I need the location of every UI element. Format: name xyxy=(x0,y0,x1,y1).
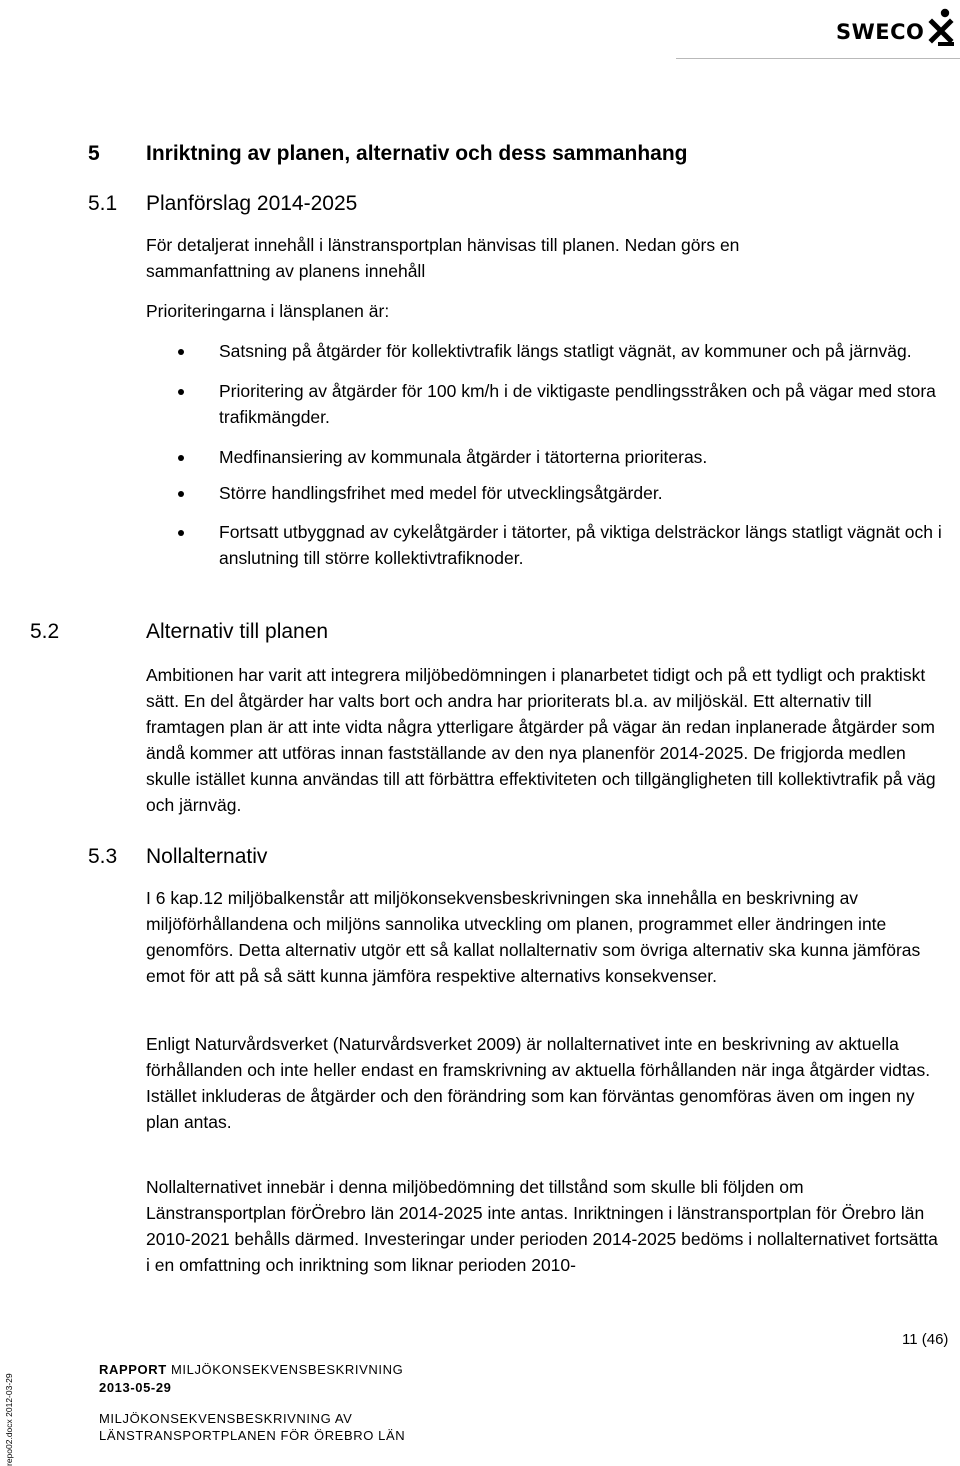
list-item-text: Medfinansiering av kommunala åtgärder i tätorterna prioriteras. xyxy=(219,447,708,467)
priorities-list xyxy=(178,338,948,571)
heading-number: 5.2 xyxy=(30,620,60,643)
template-code: repo02.docx 2012-03-29 xyxy=(4,1373,14,1466)
section-5-2-body: Ambitionen har varit att integrera miljöbedömningen i planarbetet tidigt och på ett tydligt och praktiskt sätt. En del åtgärder har valts bort och andra har prioriterats bl.a. av miljöskäl. Ett alternativ till framtagen plan är att inte vidta några ytterligare åtgärder på vägar än redan inplanerade åtgärder som ändå kommer att utföras innan fastställande av den nya planenför 2014-2025. De frigjorda medlen skulle istället kunna användas till att förbättra effektiviteten och tillgängligheten till kollektivtrafik på väg och järnväg. xyxy=(146,665,936,815)
list-item xyxy=(178,338,948,364)
footer-report-type: MILJÖKONSEKVENSBESKRIVNING xyxy=(170,1362,404,1377)
section-5-3-para-3: Nollalternativet innebär i denna miljöbedömning det tillstånd som skulle bli följden om Länstransportplan förÖrebro län 2014-2025 inte antas. Inriktningen i länstransportplan för Örebro län 2010-2021 behålls därmed. Investeringar under perioden 2014-2025 bedöms i nollalternativet fortsätta i en omfattning och inriktning som liknar perioden 2010- xyxy=(146,1177,938,1275)
heading-number: 5.3 xyxy=(88,845,118,868)
heading-title: Inriktning av planen, alternativ och dess sammanhang xyxy=(146,142,688,165)
header-divider xyxy=(676,58,960,59)
logo-text: SWECO xyxy=(836,20,925,44)
list-item xyxy=(178,519,948,571)
heading-title: Alternativ till planen xyxy=(146,620,329,643)
footer-report-line xyxy=(99,1362,403,1378)
heading-number: 5.1 xyxy=(88,192,118,215)
heading-title: Nollalternativ xyxy=(146,845,268,868)
footer-report-label: RAPPORT xyxy=(99,1362,167,1377)
priorities-lead: Prioriteringarna i länsplanen är: xyxy=(146,301,390,321)
list-item xyxy=(178,378,948,430)
footer-date-value: 2013-05-29 xyxy=(99,1380,172,1395)
bullet-icon xyxy=(178,530,184,536)
section-5-3-para-2: Enligt Naturvårdsverket (Naturvårdsverket 2009) är nollalternativet inte en beskrivning av aktuella förhållanden och inte heller endast en framskrivning av aktuella förhållanden när inga åtgärder vidtas. Istället inkluderas de åtgärder och den förändring som kan förväntas genomföras även om ingen ny plan antas. xyxy=(146,1034,931,1132)
bullet-icon xyxy=(178,491,184,497)
sweco-logo xyxy=(836,8,958,48)
section-5-1-intro: För detaljerat innehåll i länstransportplan hänvisas till planen. Nedan görs en sammanfattning av planens innehåll xyxy=(146,235,740,281)
footer-doc-title-1: MILJÖKONSEKVENSBESKRIVNING AV xyxy=(99,1411,353,1426)
list-item xyxy=(178,480,948,506)
list-item xyxy=(178,444,948,470)
sweco-mark-icon xyxy=(924,8,958,46)
page-number: 11 (46) xyxy=(902,1331,949,1348)
list-item-text: Fortsatt utbyggnad av cykelåtgärder i tätorter, på viktiga delsträckor längs statligt vägnät och i anslutning till större kollektivtrafiknoder. xyxy=(219,522,942,568)
heading-number: 5 xyxy=(88,142,100,165)
bullet-icon xyxy=(178,389,184,395)
list-item-text: Större handlingsfrihet med medel för utvecklingsåtgärder. xyxy=(219,483,663,503)
footer-date xyxy=(99,1380,172,1396)
bullet-icon xyxy=(178,349,184,355)
bullet-icon xyxy=(178,455,184,461)
heading-title: Planförslag 2014-2025 xyxy=(146,192,358,215)
list-item-text: Prioritering av åtgärder för 100 km/h i de viktigaste pendlingsstråken och på vägar med stora trafikmängder. xyxy=(219,381,936,427)
section-5-3-para-1: I 6 kap.12 miljöbalkenstår att miljökonsekvensbeskrivningen ska innehålla en beskrivning av miljöförhållandena och miljöns sannolika utveckling om planen, programmet eller ändringen inte genomförs. Detta alternativ utgör ett så kallat nollalternativ som övriga alternativ ska kunna jämföras emot för att på så sätt kunna jämföra respektive alternativs konsekvenser. xyxy=(146,888,921,986)
list-item-text: Satsning på åtgärder för kollektivtrafik längs statligt vägnät, av kommuner och på järnväg. xyxy=(219,341,912,361)
footer-doc-title-2: LÄNSTRANSPORTPLANEN FÖR ÖREBRO LÄN xyxy=(99,1428,406,1443)
